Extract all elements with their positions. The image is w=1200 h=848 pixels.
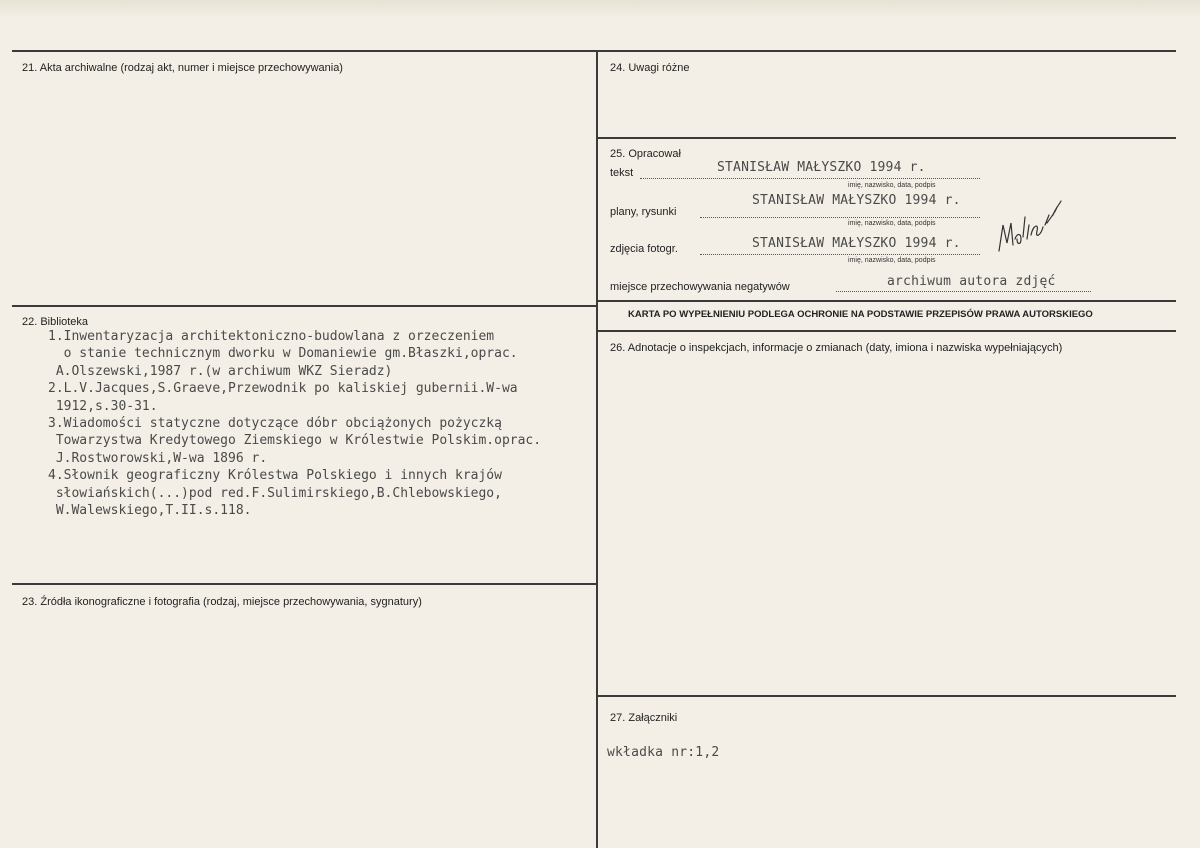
plany-dotted-line	[700, 217, 980, 218]
plany-value: STANISŁAW MAŁYSZKO 1994 r.	[752, 193, 961, 208]
biblio-line: o stanie technicznym dworku w Domaniewie gm.Błaszki,oprac.	[48, 346, 518, 362]
biblio-line: 4.Słownik geograficzny Królestwa Polskiego i innych krajów	[48, 468, 502, 484]
negatywy-label: miejsce przechowywania negatywów	[610, 281, 790, 293]
paper-edge-stain	[0, 0, 1200, 18]
section-23-label: 23. Źródła ikonograficzne i fotografia (rodzaj, miejsce przechowywania, sygnatury)	[22, 596, 422, 608]
rule-21-22	[12, 305, 597, 307]
section-26-label: 26. Adnotacje o inspekcjach, informacje o zmianach (daty, imiona i nazwiska wypełniających)	[610, 342, 1063, 354]
zdjecia-dotted-line	[700, 254, 980, 255]
section-25-label: 25. Opracował	[610, 148, 681, 160]
negatywy-dotted-line	[836, 291, 1091, 292]
biblio-line: A.Olszewski,1987 r.(w archiwum WKZ Sieradz)	[48, 363, 393, 379]
biblio-line: Towarzystwa Kredytowego Ziemskiego w Królestwie Polskim.oprac.	[48, 433, 542, 449]
tekst-label: tekst	[610, 167, 634, 179]
rule-22-23	[12, 583, 597, 585]
handwritten-signature	[995, 195, 1065, 255]
rule-24-25	[597, 137, 1176, 139]
rule-25-notice	[597, 300, 1176, 302]
biblio-line: 3.Wiadomości statyczne dotyczące dóbr obciążonych pożyczką	[48, 416, 502, 432]
biblio-line: 1912,s.30-31.	[48, 398, 158, 414]
center-divider	[596, 50, 598, 848]
top-rule	[12, 50, 1176, 52]
tekst-dotted-line	[640, 178, 980, 179]
zalaczniki-value: wkładka nr:1,2	[607, 745, 720, 760]
bibliography-list	[48, 328, 541, 519]
biblio-line: słowiańskich(...)pod red.F.Sulimirskiego,B.Chlebowskiego,	[48, 485, 502, 501]
rule-26-27	[597, 695, 1176, 697]
biblio-line: J.Rostworowski,W-wa 1896 r.	[48, 450, 268, 466]
section-22-label: 22. Biblioteka	[22, 316, 89, 328]
zdjecia-label: zdjęcia fotogr.	[610, 243, 678, 255]
section-27-label: 27. Załączniki	[610, 712, 678, 724]
biblio-line: W.Walewskiego,T.II.s.118.	[48, 503, 252, 519]
biblio-line: 2.L.V.Jacques,S.Graeve,Przewodnik po kaliskiej gubernii.W-wa	[48, 381, 518, 397]
rule-notice-26	[597, 330, 1176, 332]
copyright-notice: KARTA PO WYPEŁNIENIU PODLEGA OCHRONIE NA PODSTAWIE PRZEPISÓW PRAWA AUTORSKIEGO	[628, 309, 1093, 320]
zdjecia-value: STANISŁAW MAŁYSZKO 1994 r.	[752, 236, 961, 251]
tekst-value: STANISŁAW MAŁYSZKO 1994 r.	[717, 160, 926, 175]
tekst-caption: imię, nazwisko, data, podpis	[848, 182, 936, 189]
section-24-label: 24. Uwagi różne	[610, 62, 690, 74]
negatywy-value: archiwum autora zdjęć	[887, 274, 1056, 289]
biblio-line: 1.Inwentaryzacja architektoniczno-budowlana z orzeczeniem	[48, 329, 495, 344]
section-21-label: 21. Akta archiwalne (rodzaj akt, numer i miejsce przechowywania)	[22, 62, 343, 74]
plany-caption: imię, nazwisko, data, podpis	[848, 220, 936, 227]
plany-label: plany, rysunki	[610, 206, 677, 218]
zdjecia-caption: imię, nazwisko, data, podpis	[848, 257, 936, 264]
